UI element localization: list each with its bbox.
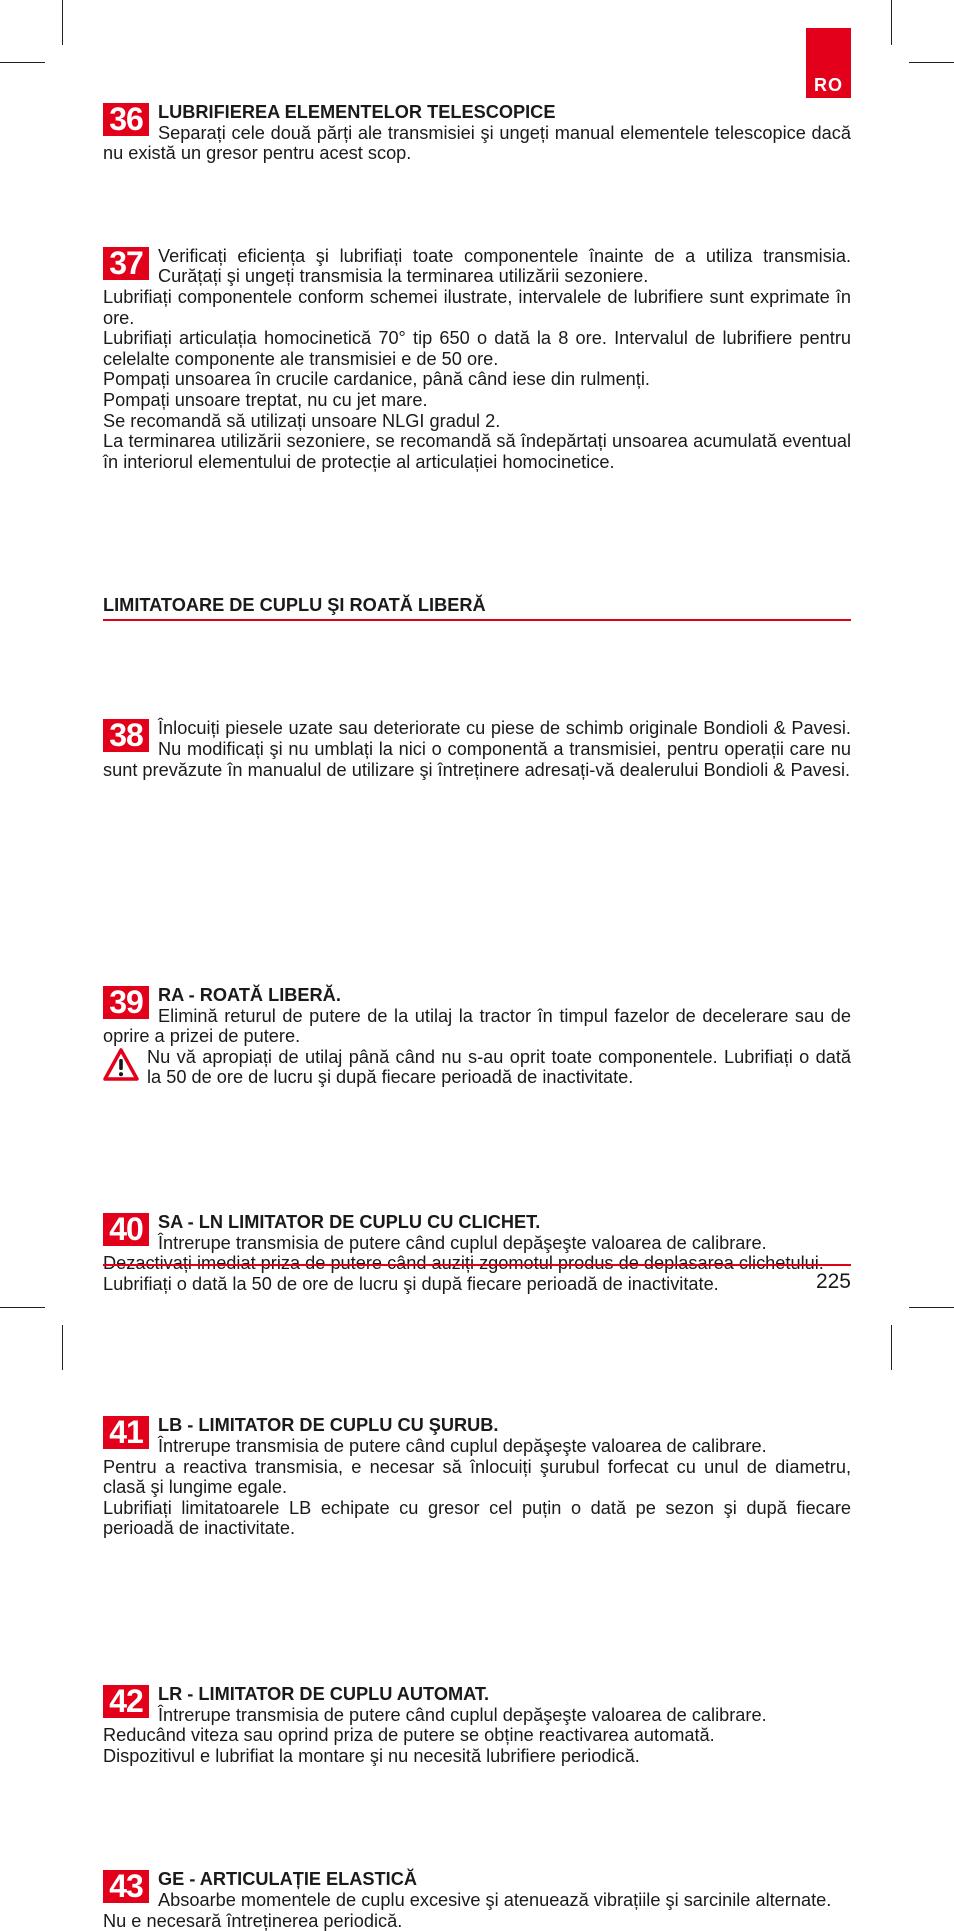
section-title: LIMITATOARE DE CUPLU ŞI ROATĂ LIBERĂ	[103, 595, 851, 621]
step-text: Lubrifiați o dată la 50 de ore de lucru şi după fiecare perioadă de inactivitate.	[103, 1273, 719, 1294]
step-text: Lubrifiați componentele conform schemei ilustrate, intervalele de lubrifiere sunt exprimate în ore.	[103, 286, 851, 328]
step-text: Întrerupe transmisia de putere când cuplul depăşeşte valoarea de calibrare.	[158, 1436, 767, 1457]
step-39	[103, 985, 851, 1088]
step-text: Separați cele două părți ale transmisiei şi ungeți manual elementele telescopice dacă nu există un gresor pentru acest scop.	[103, 122, 851, 164]
step-text: Absoarbe momentele de cuplu excesive şi atenuează vibrațiile şi sarcinile alternate.	[158, 1889, 832, 1910]
step-number-badge: 36	[103, 103, 149, 136]
step-number-badge: 39	[103, 986, 149, 1019]
warning-icon	[103, 1048, 139, 1082]
section-heading	[103, 595, 851, 621]
step-number-badge: 42	[103, 1685, 149, 1718]
step-number-badge: 41	[103, 1416, 149, 1449]
step-number-badge: 38	[103, 719, 149, 752]
step-title: RA - ROATĂ LIBERĂ.	[158, 985, 341, 1006]
step-text: Lubrifiați articulația homocinetică 70° tip 650 o dată la 8 ore. Intervalul de lubrifiere pentru celelalte componente ale transmisiei e de 50 ore.	[103, 328, 851, 369]
step-title: LB - LIMITATOR DE CUPLU CU ŞURUB.	[158, 1415, 499, 1436]
step-number-badge: 40	[103, 1213, 149, 1246]
crop-mark	[909, 1307, 954, 1308]
step-text: Înlocuiți piesele uzate sau deteriorate cu piese de schimb originale Bondioli & Pavesi. Nu modificați şi nu umblați la nici o componentă a transmisiei, pentru operații care nu sunt prevăzute în manualul de utilizare şi întreținere adresați-vă dealerului Bondioli & Pavesi.	[103, 718, 851, 780]
step-text: Elimină returul de putere de la utilaj la tractor în timpul fazelor de decelerare sau de oprire a prizei de putere.	[103, 1005, 851, 1047]
step-37	[103, 246, 851, 473]
step-41	[103, 1415, 851, 1539]
step-title: SA - LN LIMITATOR DE CUPLU CU CLICHET.	[158, 1212, 541, 1233]
footer-divider	[103, 1264, 851, 1266]
step-number-badge: 37	[103, 247, 149, 280]
step-title: LUBRIFIEREA ELEMENTELOR TELESCOPICE	[158, 102, 556, 122]
step-title: LR - LIMITATOR DE CUPLU AUTOMAT.	[158, 1684, 490, 1704]
step-text: Pompați unsoare treptat, nu cu jet mare.	[103, 389, 428, 410]
step-text: Se recomandă să utilizați unsoare NLGI gradul 2.	[103, 410, 501, 431]
step-text: Dispozitivul e lubrifiat la montare şi nu necesită lubrifiere periodică.	[103, 1745, 640, 1766]
step-text: Nu e necesară întreținerea periodică.	[103, 1910, 403, 1931]
crop-mark	[909, 62, 954, 63]
step-40	[103, 1212, 851, 1294]
step-text: Reducând viteza sau oprind priza de putere se obține reactivarea automată.	[103, 1725, 715, 1746]
crop-mark	[0, 62, 45, 63]
step-text: Întrerupe transmisia de putere când cuplul depăşeşte valoarea de calibrare.	[158, 1232, 767, 1253]
page-number: 225	[815, 1270, 851, 1293]
step-text: La terminarea utilizării sezoniere, se recomandă să îndepărtați unsoarea acumulată eventual în interiorul elementului de protecție al articulației homocinetice.	[103, 431, 851, 472]
step-text: Întrerupe transmisia de putere când cuplul depăşeşte valoarea de calibrare.	[158, 1704, 767, 1725]
crop-mark	[891, 1325, 892, 1370]
crop-mark	[891, 0, 892, 45]
language-tab: RO	[806, 28, 851, 98]
step-36	[103, 102, 851, 164]
step-number-badge: 43	[103, 1870, 149, 1903]
step-text: Pompați unsoarea în crucile cardanice, până când iese din rulmenți.	[103, 369, 650, 390]
step-text: Verificați eficiența şi lubrifiați toate componentele înainte de a utiliza transmisia. Curățați şi ungeți transmisia la terminarea utilizării sezoniere.	[158, 245, 851, 287]
step-43	[103, 1869, 851, 1931]
warning-text: Nu vă apropiați de utilaj până când nu s-au oprit toate componentele. Lubrifiați o dată la 50 de ore de lucru şi după fiecare perioadă de inactivitate.	[147, 1046, 851, 1088]
step-text: Pentru a reactiva transmisia, e necesar să înlocuiți şurubul forfecat cu unul de diametru, clasă şi lungime egale.	[103, 1456, 851, 1498]
crop-mark	[0, 1307, 45, 1308]
step-38	[103, 718, 851, 780]
step-title: GE - ARTICULAȚIE ELASTICĂ	[158, 1869, 417, 1890]
step-42	[103, 1684, 851, 1766]
crop-mark	[62, 1325, 63, 1370]
crop-mark	[62, 0, 63, 45]
warning-note	[103, 1047, 851, 1088]
step-text: Lubrifiați limitatoarele LB echipate cu gresor cel puțin o dată pe sezon şi după fiecare perioadă de inactivitate.	[103, 1497, 851, 1539]
